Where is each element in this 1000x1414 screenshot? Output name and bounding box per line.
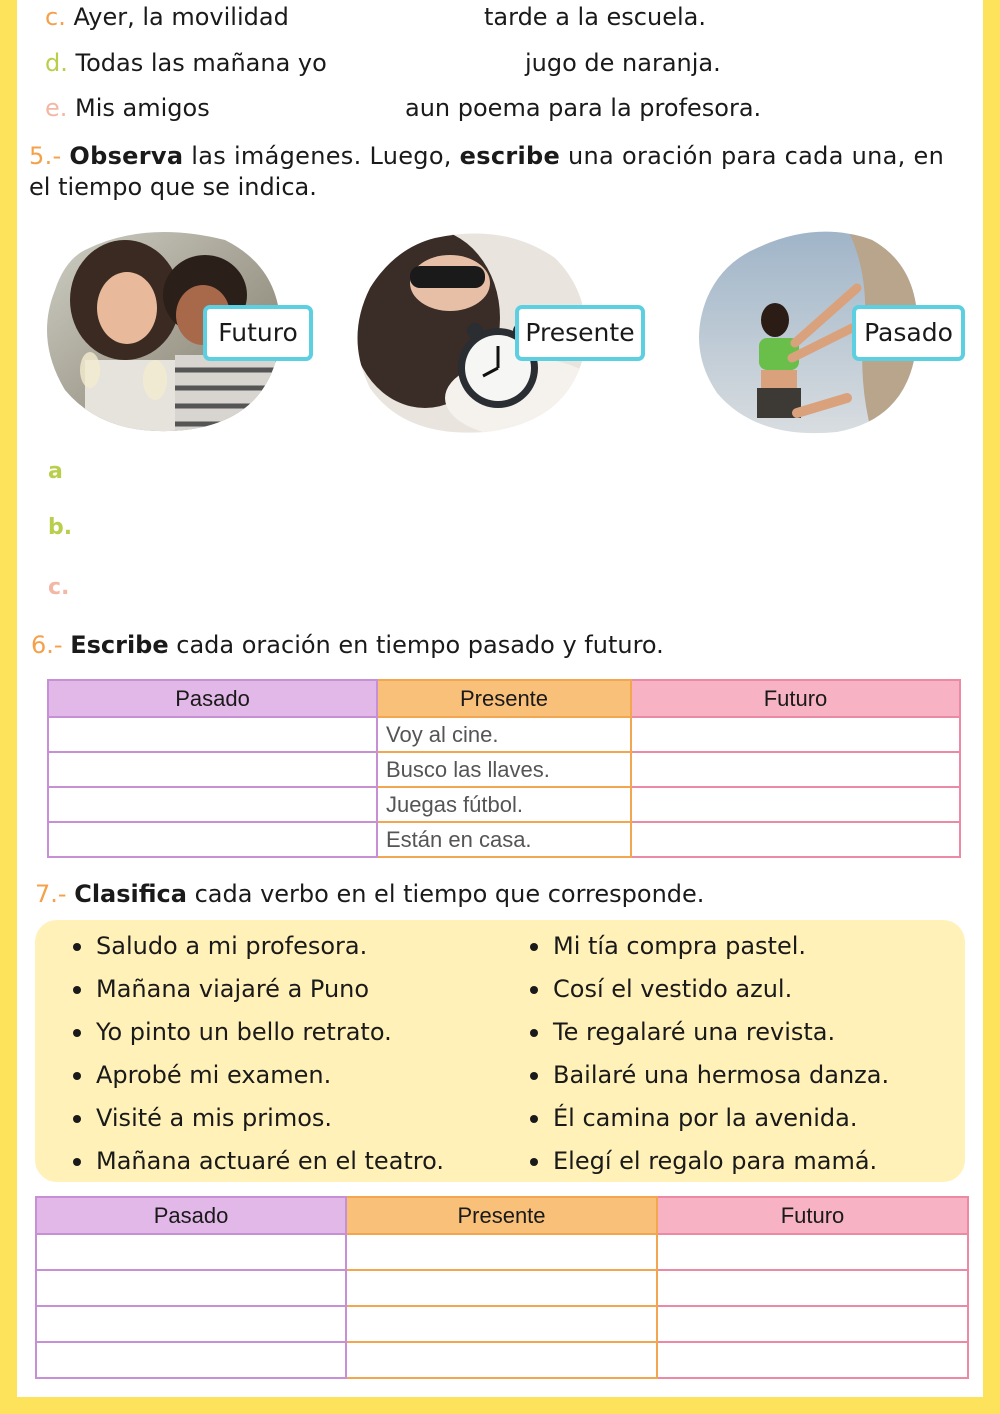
q7-futuro-cell[interactable]: [657, 1234, 968, 1270]
list-item: Mañana viajaré a Puno: [96, 975, 370, 1003]
worksheet-page: [17, 0, 983, 1397]
q7-header-presente: Presente: [346, 1197, 657, 1234]
q6-futuro-cell[interactable]: [631, 822, 960, 857]
table-row: [48, 717, 960, 752]
q7-pasado-cell[interactable]: [36, 1270, 346, 1306]
q6-header-pasado: Pasado: [48, 680, 377, 717]
line-d-right: jugo de naranja.: [525, 49, 721, 77]
list-item: Te regalaré una revista.: [553, 1018, 836, 1046]
q7-presente-cell[interactable]: [346, 1306, 657, 1342]
q6-presente-cell: Están en casa.: [377, 822, 631, 857]
list-item: Mi tía compra pastel.: [553, 932, 807, 960]
list-item: Elegí el regalo para mamá.: [553, 1147, 878, 1175]
q7-presente-cell[interactable]: [346, 1270, 657, 1306]
q7-futuro-cell[interactable]: [657, 1270, 968, 1306]
q7-header-pasado: Pasado: [36, 1197, 346, 1234]
q7-table: [35, 1196, 969, 1379]
table-row: [48, 822, 960, 857]
q7-futuro-cell[interactable]: [657, 1306, 968, 1342]
line-e: e. Mis amigos: [45, 94, 210, 122]
q6-header-futuro: Futuro: [631, 680, 960, 717]
list-item: Bailaré una hermosa danza.: [553, 1061, 890, 1089]
answer-a: a: [48, 459, 63, 484]
line-d: d. Todas las mañana yo: [45, 49, 327, 77]
list-item: Visité a mis primos.: [96, 1104, 333, 1132]
table-row: [48, 752, 960, 787]
table-row: [36, 1234, 968, 1270]
line-c-right: tarde a la escuela.: [484, 3, 706, 31]
q6-instruction: 6.- Escribe cada oración en tiempo pasado y futuro.: [31, 631, 664, 659]
q7-instruction: 7.- Clasifica cada verbo en el tiempo que corresponde.: [35, 880, 705, 908]
list-item: Él camina por la avenida.: [553, 1104, 858, 1132]
table-row: [48, 787, 960, 822]
line-c: c. Ayer, la movilidad: [45, 3, 289, 31]
line-e-right: aun poema para la profesora.: [405, 94, 762, 122]
label-presente: Presente: [515, 305, 645, 361]
q6-pasado-cell[interactable]: [48, 822, 377, 857]
list-item: Mañana actuaré en el teatro.: [96, 1147, 445, 1175]
q6-futuro-cell[interactable]: [631, 752, 960, 787]
q7-presente-cell[interactable]: [346, 1342, 657, 1378]
q7-pasado-cell[interactable]: [36, 1306, 346, 1342]
list-item: Cosí el vestido azul.: [553, 975, 793, 1003]
list-item: Aprobé mi examen.: [96, 1061, 332, 1089]
table-row: [36, 1306, 968, 1342]
answer-c: c.: [48, 575, 70, 600]
q6-presente-cell: Juegas fútbol.: [377, 787, 631, 822]
q6-pasado-cell[interactable]: [48, 717, 377, 752]
list-item: Yo pinto un bello retrato.: [96, 1018, 392, 1046]
q5-instruction-line2: el tiempo que se indica.: [29, 173, 317, 201]
q7-pasado-cell[interactable]: [36, 1234, 346, 1270]
q6-table: [47, 679, 961, 858]
table-row: [36, 1270, 968, 1306]
q6-header-presente: Presente: [377, 680, 631, 717]
label-pasado: Pasado: [852, 305, 965, 361]
list-item: Saludo a mi profesora.: [96, 932, 368, 960]
q6-pasado-cell[interactable]: [48, 752, 377, 787]
q6-pasado-cell[interactable]: [48, 787, 377, 822]
table-row: [36, 1342, 968, 1378]
q5-instruction: 5.- Observa las imágenes. Luego, escribe una oración para cada una, en: [29, 142, 945, 170]
q7-presente-cell[interactable]: [346, 1234, 657, 1270]
answer-b: b.: [48, 515, 73, 540]
q6-presente-cell: Busco las llaves.: [377, 752, 631, 787]
q7-futuro-cell[interactable]: [657, 1342, 968, 1378]
q6-presente-cell: Voy al cine.: [377, 717, 631, 752]
label-futuro: Futuro: [203, 305, 313, 361]
q6-futuro-cell[interactable]: [631, 717, 960, 752]
q6-futuro-cell[interactable]: [631, 787, 960, 822]
q7-pasado-cell[interactable]: [36, 1342, 346, 1378]
q7-header-futuro: Futuro: [657, 1197, 968, 1234]
